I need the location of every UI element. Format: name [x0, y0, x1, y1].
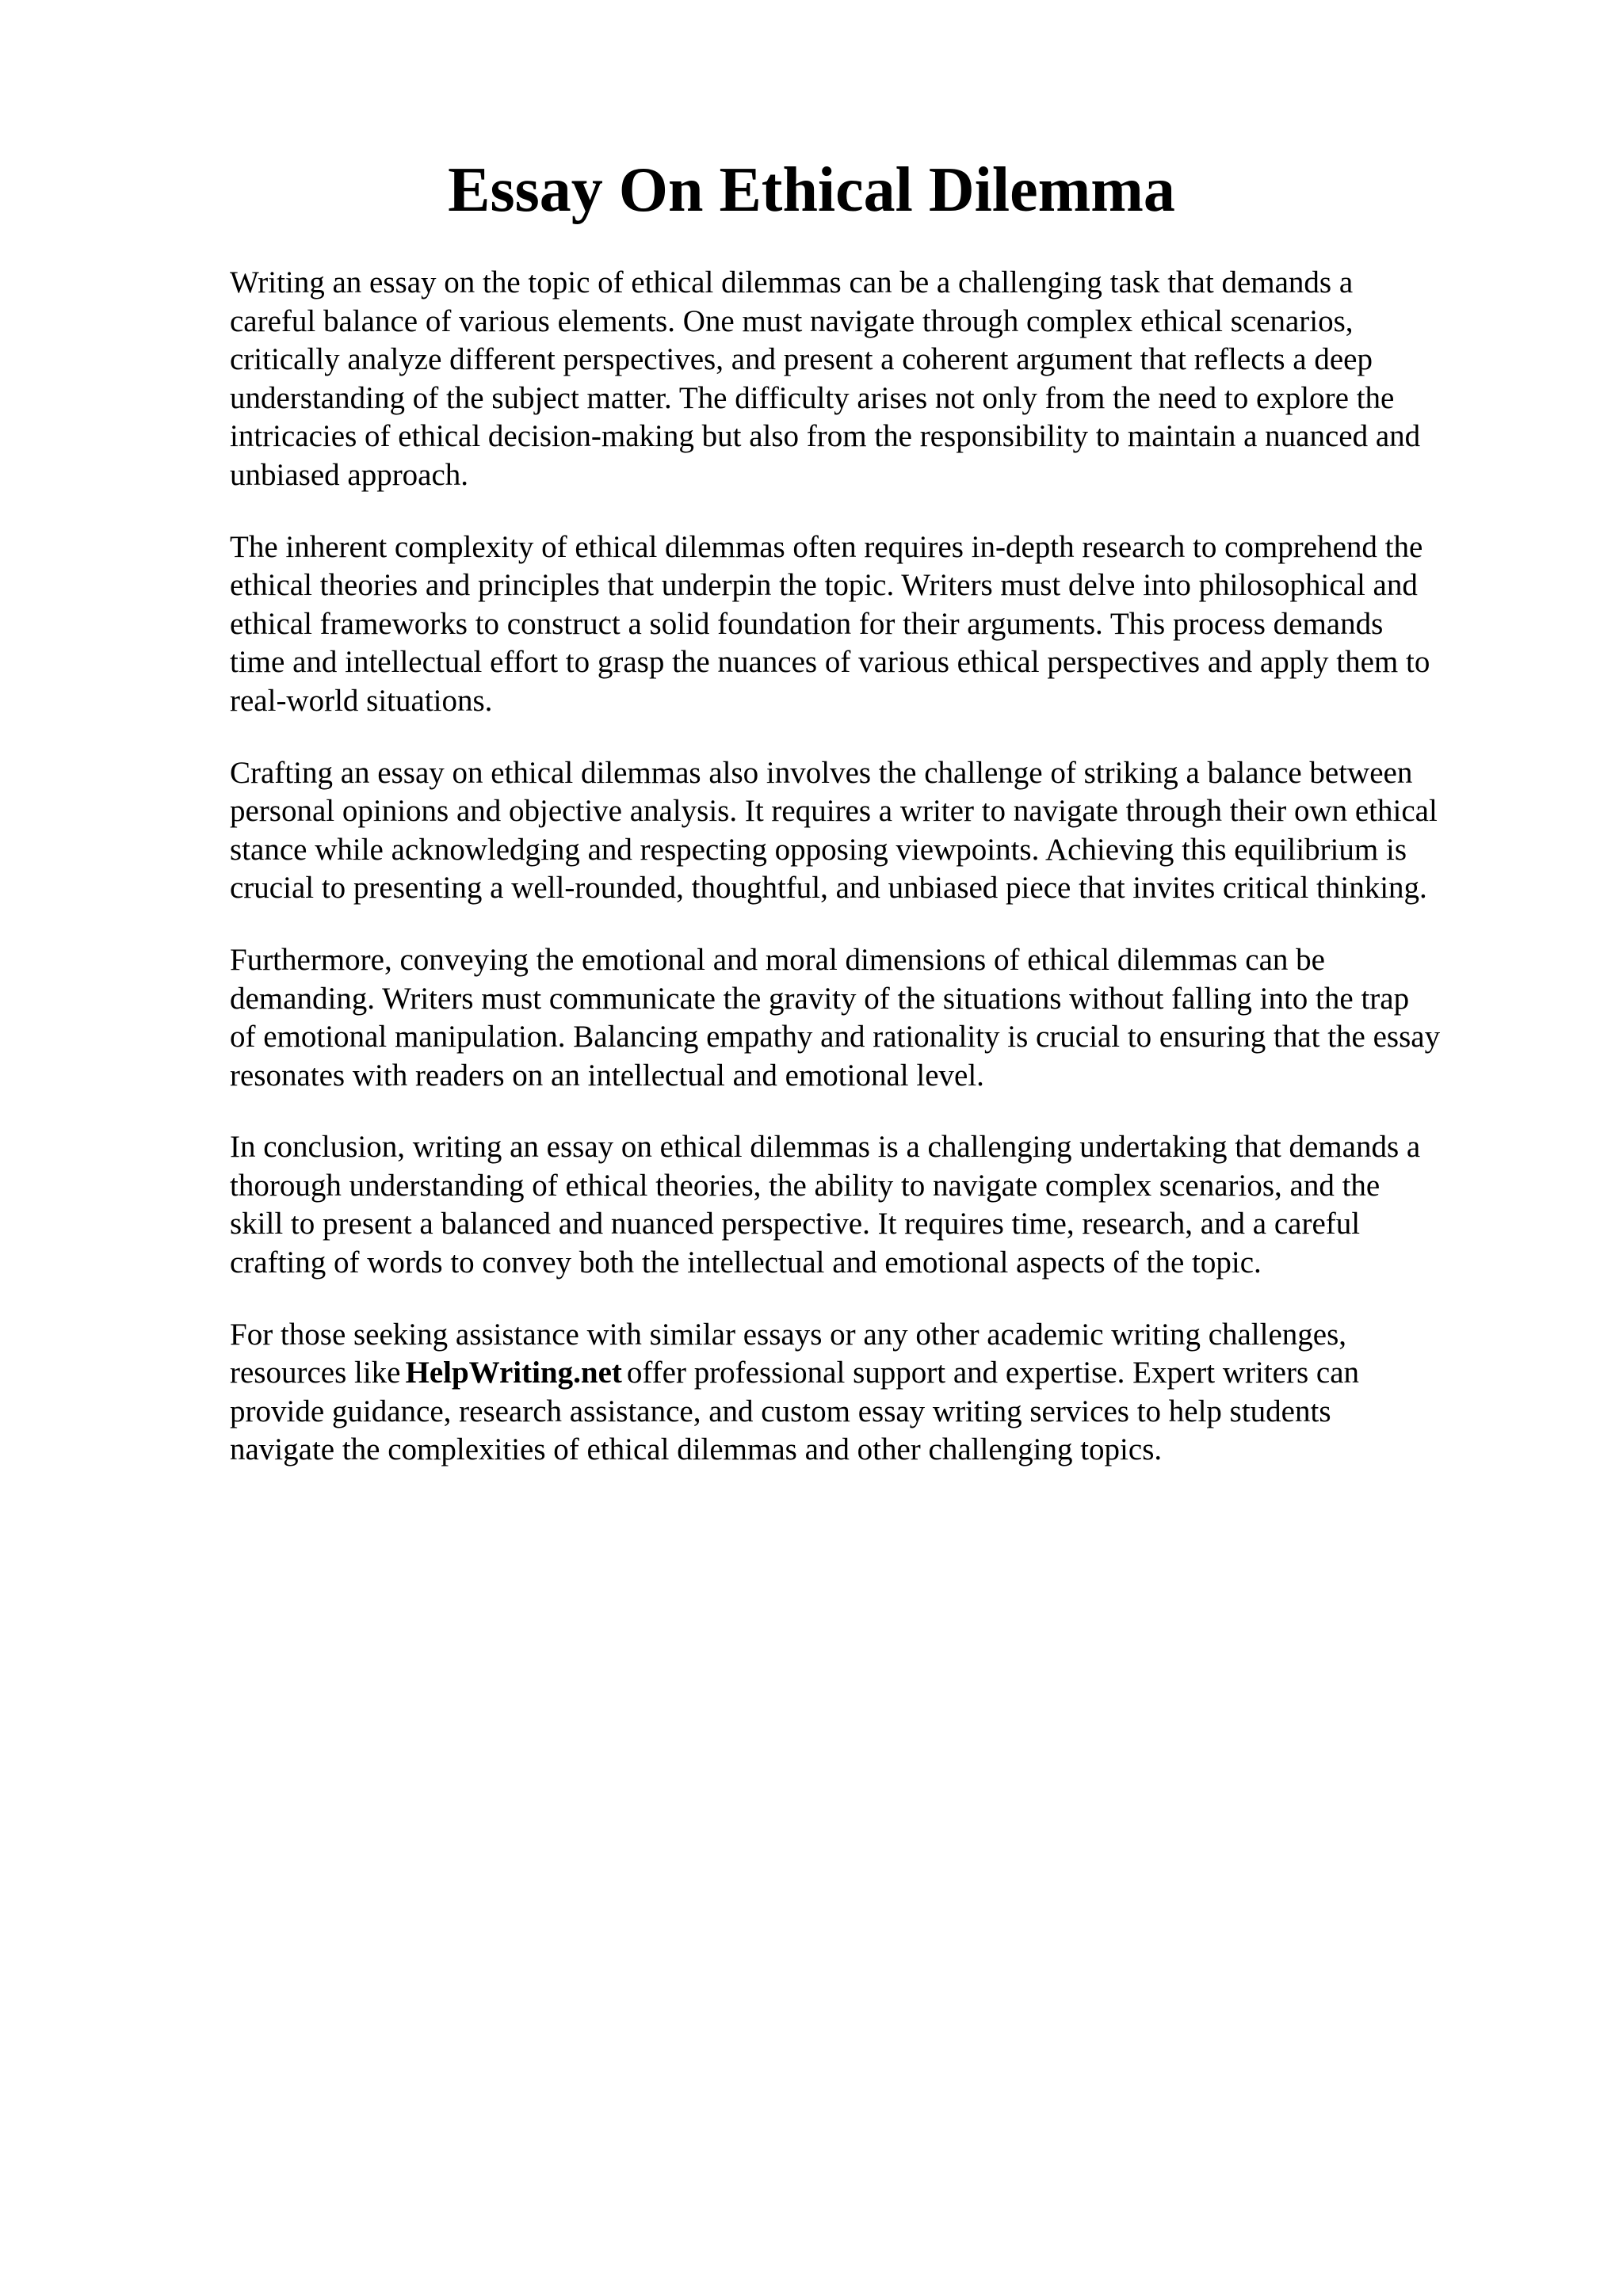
text-line: skill to present a balanced and nuanced perspective. It requires time, research, and a careful	[230, 1207, 1361, 1241]
paragraph-closing	[230, 1316, 1514, 1470]
text-fragment: offer professional support and expertise. Expert writers can	[626, 1356, 1360, 1390]
text-fragment: resources like	[230, 1356, 401, 1390]
text-line: ethical frameworks to construct a solid foundation for their arguments. This process demands	[230, 606, 1384, 641]
text-line: thorough understanding of ethical theories, the ability to navigate complex scenarios, and the	[230, 1168, 1381, 1203]
text-line: Writing an essay on the topic of ethical dilemmas can be a challenging task that demands a	[230, 265, 1354, 299]
text-line: Crafting an essay on ethical dilemmas also involves the challenge of striking a balance between	[230, 755, 1413, 790]
paragraph-balance	[230, 754, 1514, 908]
text-line: time and intellectual effort to grasp the nuances of various ethical perspectives and apply them to	[230, 645, 1430, 680]
essay-body	[230, 264, 1514, 1503]
text-line: demanding. Writers must communicate the gravity of the situations without falling into the trap	[230, 981, 1410, 1016]
text-line: navigate the complexities of ethical dilemmas and other challenging topics.	[230, 1432, 1163, 1467]
text-line: resonates with readers on an intellectual and emotional level.	[230, 1058, 984, 1093]
text-line: unbiased approach.	[230, 457, 469, 492]
text-line: In conclusion, writing an essay on ethical dilemmas is a challenging undertaking that demands a	[230, 1130, 1421, 1165]
text-line: ethical theories and principles that underpin the topic. Writers must delve into philosophical and	[230, 568, 1418, 603]
text-line: provide guidance, research assistance, and custom essay writing services to help students	[230, 1394, 1331, 1428]
page-title: Essay On Ethical Dilemma	[448, 155, 1175, 225]
brand-name: HelpWriting.net	[405, 1356, 622, 1390]
text-line: For those seeking assistance with similar essays or any other academic writing challenges,	[230, 1317, 1347, 1352]
text-line: The inherent complexity of ethical dilemmas often requires in-depth research to comprehend the	[230, 529, 1423, 564]
text-line: personal opinions and objective analysis. It requires a writer to navigate through their own ethical	[230, 794, 1438, 829]
text-line: stance while acknowledging and respecting opposing viewpoints. Achieving this equilibrium is	[230, 832, 1407, 867]
text-line: crucial to presenting a well-rounded, thoughtful, and unbiased piece that invites critical thinking.	[230, 871, 1427, 906]
text-line: careful balance of various elements. One must navigate through complex ethical scenarios,	[230, 303, 1354, 338]
text-line: real-world situations.	[230, 683, 493, 718]
text-line: of emotional manipulation. Balancing empathy and rationality is crucial to ensuring that the essay	[230, 1020, 1441, 1055]
paragraph-intro	[230, 264, 1514, 495]
paragraph-conclusion	[230, 1128, 1514, 1282]
text-line: critically analyze different perspectives, and present a coherent argument that reflects a deep	[230, 342, 1373, 377]
text-line: crafting of words to convey both the intellectual and emotional aspects of the topic.	[230, 1245, 1262, 1280]
text-line: understanding of the subject matter. The difficulty arises not only from the need to explore the	[230, 380, 1395, 415]
paragraph-emotional	[230, 941, 1514, 1095]
paragraph-complexity	[230, 528, 1514, 721]
text-line: Furthermore, conveying the emotional and moral dimensions of ethical dilemmas can be	[230, 942, 1325, 977]
text-line-with-brand	[230, 1354, 1514, 1393]
text-line: intricacies of ethical decision-making but also from the responsibility to maintain a nuanced and	[230, 419, 1421, 454]
